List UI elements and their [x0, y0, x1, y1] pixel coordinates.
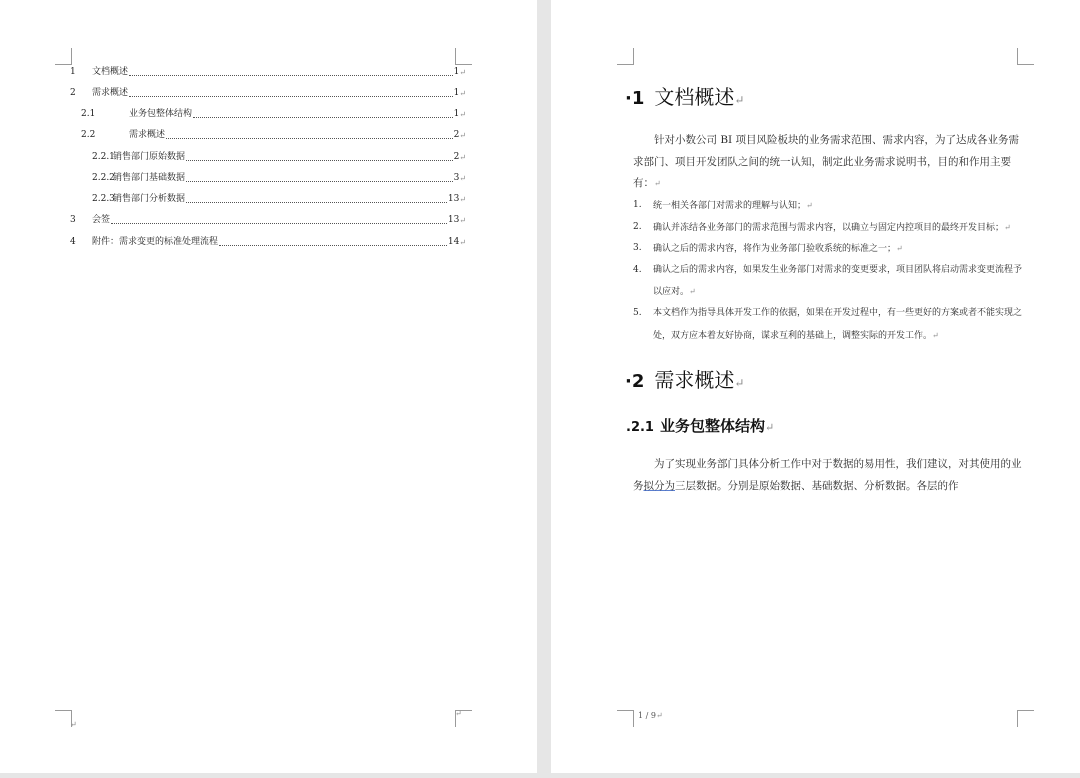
- list-item-number: 1.: [633, 200, 642, 210]
- toc-entry-page: 3: [453, 173, 460, 183]
- paragraph-mark: ↵: [459, 195, 466, 204]
- toc-entry[interactable]: [92, 173, 466, 184]
- toc-entry-title: 需求概述: [92, 88, 129, 98]
- paragraph-mark: ↵: [654, 179, 661, 188]
- toc-entry-title: 销售部门基础数据: [113, 173, 186, 183]
- paragraph-mark: ↵: [765, 421, 775, 434]
- toc-entry[interactable]: [70, 237, 466, 248]
- toc-entry-number: 2.2.3: [92, 194, 115, 204]
- toc-entry-page: 13: [447, 194, 460, 204]
- list-item[interactable]: [633, 303, 1025, 347]
- toc-entry[interactable]: [81, 109, 466, 120]
- crop-mark-top-left: [55, 48, 72, 65]
- intro-paragraph[interactable]: [633, 130, 1023, 195]
- list-item-text: 确认并冻结各业务部门的需求范围与需求内容，以确立与固定内控项目的最终开发目标；: [653, 222, 1005, 233]
- toc-entry-number: 2.2.2: [92, 173, 115, 183]
- list-item-number: 4.: [633, 264, 642, 275]
- page-toc: [0, 0, 537, 773]
- page-indicator: 1 / 9: [638, 711, 656, 720]
- list-item-number: 5.: [633, 308, 642, 318]
- heading-number: ·2: [625, 371, 645, 392]
- spellcheck-underline-text: 拟分为: [643, 479, 675, 492]
- toc-leader-dots: [129, 95, 453, 97]
- toc-entry-page: 1: [453, 109, 460, 119]
- crop-mark-bottom-right: [1017, 710, 1034, 727]
- heading-1-requirements-overview[interactable]: [625, 368, 744, 395]
- list-item[interactable]: [633, 195, 1025, 218]
- heading-1-document-overview[interactable]: [625, 85, 744, 112]
- toc-leader-dots: [193, 116, 453, 118]
- toc-leader-dots: [186, 201, 447, 203]
- heading-title: 需求概述: [654, 368, 735, 392]
- toc-entry[interactable]: [81, 130, 466, 141]
- paragraph-mark: ↵: [459, 110, 466, 119]
- paragraph-mark: ↵: [70, 720, 77, 729]
- toc-entry-number: 2.2: [81, 130, 96, 140]
- paragraph-mark: ↵: [655, 711, 663, 720]
- toc-entry[interactable]: [70, 67, 466, 78]
- paragraph-mark: ↵: [734, 93, 745, 107]
- toc-entry-page: 14: [447, 237, 460, 247]
- toc-entry-number: 2: [70, 88, 76, 98]
- crop-mark-top-left: [617, 48, 634, 65]
- paragraph-mark: ↵: [459, 174, 466, 183]
- crop-mark-top-right: [1017, 48, 1034, 65]
- heading-number: ·1: [625, 88, 645, 109]
- toc-entry-title: 附件：需求变更的标准处理流程: [92, 237, 219, 247]
- toc-entry[interactable]: [70, 215, 466, 226]
- toc-entry-page: 2: [453, 152, 460, 162]
- toc-leader-dots: [111, 222, 447, 224]
- toc-entry-title: 文档概述: [92, 67, 129, 77]
- crop-mark-top-right: [455, 48, 472, 65]
- paragraph-mark: ↵: [459, 68, 466, 77]
- list-item-text: 确认之后的需求内容，如果发生业务部门对需求的变更要求，项目团队将启动需求变更流程予以应对。: [653, 264, 1023, 297]
- structure-paragraph[interactable]: [633, 454, 1023, 497]
- structure-text-cont: 三层数据。分别是原始数据、基础数据、分析数据。各层的作: [675, 479, 959, 492]
- toc-leader-dots: [186, 180, 453, 182]
- toc-entry-title: 销售部门原始数据: [113, 152, 186, 162]
- toc-entry-title: 需求概述: [129, 130, 166, 140]
- list-item[interactable]: [633, 260, 1025, 304]
- toc-entry[interactable]: [92, 152, 466, 163]
- toc-entry-number: 2.1: [81, 109, 96, 119]
- heading-title: 业务包整体结构: [659, 417, 765, 435]
- list-item-text: 确认之后的需求内容，将作为业务部门验收系统的标准之一；: [653, 244, 897, 254]
- paragraph-mark: ↵: [1004, 222, 1011, 232]
- paragraph-mark: ↵: [459, 131, 466, 140]
- list-item-text: 统一相关各部门对需求的理解与认知；: [653, 201, 807, 211]
- list-item[interactable]: [633, 217, 1025, 240]
- heading-2-package-structure[interactable]: [626, 417, 774, 437]
- toc-entry-number: 2.2.1: [92, 152, 115, 162]
- toc-entry-number: 1: [70, 67, 76, 77]
- toc-entry-title: 业务包整体结构: [129, 109, 193, 119]
- toc-entry-page: 13: [447, 215, 460, 225]
- paragraph-mark: ↵: [896, 244, 903, 253]
- toc-entry-page: 1: [453, 88, 460, 98]
- list-item-text: 本文档作为指导具体开发工作的依据，如果在开发过程中，有一些更好的方案或者不能实现之处，双方应本着友好协商，谋求互利的基础上，调整实际的开发工作。: [653, 308, 1023, 341]
- list-item-number: 3.: [633, 243, 642, 253]
- toc-entry-page: 2: [453, 130, 460, 140]
- paragraph-mark: ↵: [734, 376, 745, 390]
- structure-text: 为了实现业务部门具体分析工作中对于数据的易用性，我们建议，对其使用的业务: [633, 458, 1022, 492]
- intro-text: 针对小数公司 BI 项目风险板块的业务需求范围、需求内容，为了达成各业务需求部门、项目开发团队之间的统一认知，制定此业务需求说明书，目的和作用主要有：: [633, 134, 1020, 189]
- toc-entry-number: 3: [70, 215, 76, 225]
- toc-leader-dots: [129, 74, 453, 76]
- toc-entry-page: 1: [453, 67, 460, 77]
- paragraph-mark: ↵: [459, 89, 466, 98]
- paragraph-mark: ↵: [806, 201, 813, 210]
- heading-number: .2.1: [626, 420, 654, 435]
- paragraph-mark: ↵: [932, 330, 939, 340]
- heading-title: 文档概述: [654, 85, 735, 109]
- toc-entry-number: 4: [70, 237, 76, 247]
- toc-leader-dots: [219, 244, 447, 246]
- paragraph-mark: ↵: [689, 287, 696, 296]
- toc-entry[interactable]: [70, 88, 466, 99]
- paragraph-mark: ↵: [459, 238, 466, 247]
- paragraph-mark: ↵: [459, 153, 466, 162]
- toc-entry[interactable]: [92, 194, 466, 205]
- list-item[interactable]: [633, 238, 1025, 261]
- paragraph-mark: ↵: [455, 709, 462, 718]
- paragraph-mark: ↵: [459, 216, 466, 225]
- page-footer: [638, 711, 663, 720]
- list-item-number: 2.: [633, 221, 642, 232]
- toc-leader-dots: [186, 159, 453, 161]
- crop-mark-bottom-left: [617, 710, 634, 727]
- toc-leader-dots: [166, 137, 453, 139]
- toc-entry-title: 销售部门分析数据: [113, 194, 186, 204]
- toc-entry-title: 会签: [92, 215, 111, 225]
